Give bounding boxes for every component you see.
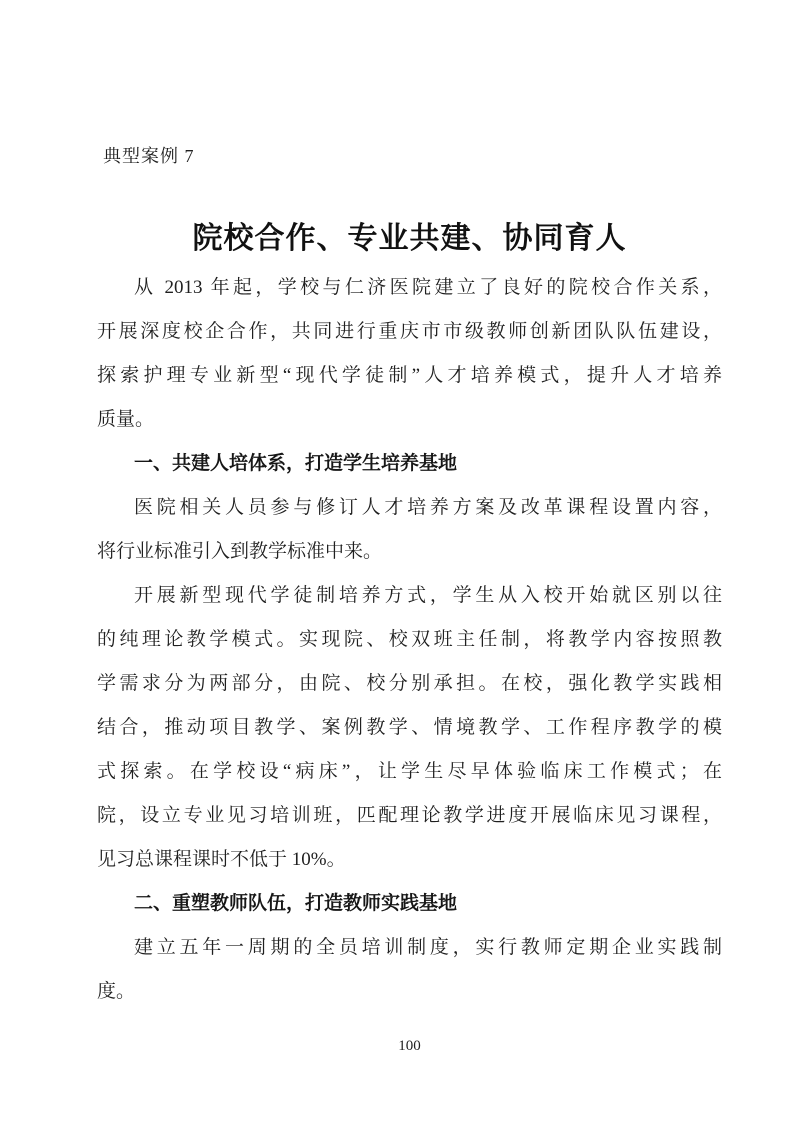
paragraph-line: 见习总课程课时不低于 10%。 <box>97 849 346 870</box>
paragraph-line: 开展深度校企合作，共同进行重庆市市级教师创新团队队伍建设， <box>97 321 722 342</box>
paragraph-line: 建立五年一周期的全员培训制度，实行教师定期企业实践制 <box>134 937 722 958</box>
page-number: 100 <box>398 1038 421 1054</box>
paragraph-line: 质量。 <box>97 409 155 430</box>
paragraph-line: 式探索。在学校设“病床”，让学生尽早体验临床工作模式；在 <box>97 761 722 782</box>
paragraph-line: 开展新型现代学徒制培养方式，学生从入校开始就区别以往 <box>134 585 722 606</box>
section-heading-2: 二、重塑教师队伍，打造教师实践基地 <box>134 893 458 914</box>
page-title: 院校合作、专业共建、协同育人 <box>192 222 627 256</box>
document-body <box>97 266 722 1014</box>
paragraph-line: 度。 <box>97 981 136 1002</box>
case-label: 典型案例 7 <box>103 146 195 166</box>
paragraph-line: 学需求分为两部分，由院、校分别承担。在校，强化教学实践相 <box>97 673 722 694</box>
section-heading-1: 一、共建人培体系，打造学生培养基地 <box>134 453 458 474</box>
paragraph-line: 结合，推动项目教学、案例教学、情境教学、工作程序教学的模 <box>97 717 722 738</box>
paragraph-line: 医院相关人员参与修订人才培养方案及改革课程设置内容， <box>134 497 722 518</box>
paragraph-line: 的纯理论教学模式。实现院、校双班主任制，将教学内容按照教 <box>97 629 722 650</box>
paragraph-line: 从 2013 年起，学校与仁济医院建立了良好的院校合作关系， <box>134 277 722 298</box>
paragraph-line: 探索护理专业新型“现代学徒制”人才培养模式，提升人才培养 <box>97 365 722 386</box>
paragraph-line: 将行业标准引入到教学标准中来。 <box>97 541 383 562</box>
paragraph-line: 院，设立专业见习培训班，匹配理论教学进度开展临床见习课程， <box>97 805 722 826</box>
